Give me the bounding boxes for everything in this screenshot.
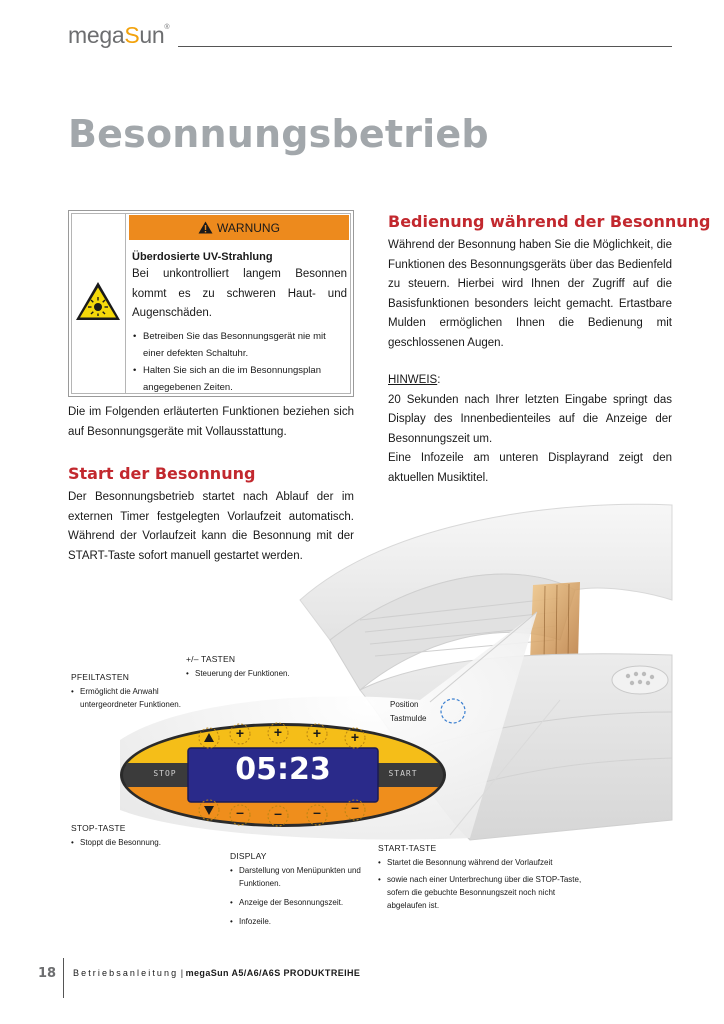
footer-text	[73, 968, 360, 978]
callout-position	[390, 698, 450, 726]
footer-separator: |	[180, 968, 184, 978]
plus-button[interactable]: +	[273, 724, 283, 740]
callout-plus-minus-keys	[186, 654, 346, 682]
plus-button[interactable]: +	[235, 725, 245, 741]
callout-item: • Anzeige der Besonnungszeit.	[230, 896, 370, 909]
footer-product: megaSun A5/A6/A6S PRODUKTREIHE	[185, 968, 361, 978]
operation-paragraph: Während der Besonnung haben Sie die Möglichkeit, die Funktionen des Besonnungsgeräts über das Bedienfeld zu steuern. Hierbei wird Ihnen der Zugriff auf die Basisfunktionen besonders leicht gemacht. Ertastbare Mulden ermöglichen Ihnen die Bedienung mit geschlossenen Augen.	[388, 239, 672, 349]
callout-item: • Ermöglicht die Anwahl untergeordneter Funktionen.	[71, 685, 181, 711]
logo-suffix: un	[139, 22, 165, 48]
note-colon: :	[437, 374, 441, 386]
callout-item: • Startet die Besonnung während der Vorlaufzeit	[378, 856, 583, 869]
start-paragraph: Der Besonnungsbetrieb startet nach Ablauf der im externen Timer festgelegten Vorlaufzeit automatisch. Während der Vorlaufzeit kann die Besonnung mit der START-Taste sofort manuell gestartet werden.	[68, 491, 354, 562]
note-block	[388, 371, 672, 489]
callout-position-line2: Tastmulde	[390, 714, 427, 723]
plus-button[interactable]: +	[312, 725, 322, 741]
footer-doc-type: Betriebsanleitung	[73, 968, 179, 978]
callout-title: DISPLAY	[230, 851, 267, 861]
display-time: 05:23	[235, 752, 331, 787]
warning-list	[132, 328, 347, 396]
warning-box-divider	[125, 213, 126, 394]
callout-display	[230, 851, 370, 934]
page-number: 18	[38, 966, 57, 981]
callout-arrow-keys	[71, 672, 181, 713]
logo-highlight: S	[124, 22, 140, 48]
minus-button[interactable]: –	[236, 804, 244, 820]
note-text-1: 20 Sekunden nach Ihrer letzten Eingabe springt das Display des Innenbedienteiles auf die Anzeige der Besonnungszeit um.	[388, 393, 672, 445]
callout-stop-key	[71, 823, 201, 851]
callout-item: • sowie nach einer Unterbrechung über die STOP-Taste, sofern die gebuchte Besonnungszeit noch nicht abgelaufen ist.	[378, 873, 583, 912]
header-rule	[178, 46, 672, 47]
uv-radiation-hazard-icon	[74, 280, 122, 327]
minus-button[interactable]: –	[351, 799, 359, 815]
operation-heading: Bedienung während der Besonnung	[388, 212, 711, 231]
warning-title: Überdosierte UV-Strahlung	[132, 251, 273, 263]
logo-prefix: mega	[68, 22, 125, 48]
page-title: Besonnungsbetrieb	[68, 112, 489, 156]
start-heading: Start der Besonnung	[68, 464, 256, 483]
warning-list-item: • Halten Sie sich an die im Besonnungsplan angegebenen Zeiten.	[132, 362, 347, 396]
intro-paragraph: Die im Folgenden erläuterten Funktionen beziehen sich auf Besonnungsgeräte mit Vollausstattung.	[68, 406, 354, 438]
megasun-logo	[68, 22, 169, 49]
warning-header	[129, 215, 349, 240]
callout-title: STOP-TASTE	[71, 823, 126, 833]
warning-list-item: • Betreiben Sie das Besonnungsgerät nie mit einer defekten Schaltuhr.	[132, 328, 347, 362]
logo-registered-mark: ®	[164, 24, 170, 31]
callout-position-line1: Position	[390, 700, 419, 709]
callout-title: +/– TASTEN	[186, 654, 236, 664]
minus-button[interactable]: –	[313, 804, 321, 820]
callout-item: • Stoppt die Besonnung.	[71, 836, 201, 849]
callout-item: • Darstellung von Menüpunkten und Funktionen.	[230, 864, 370, 890]
warning-triangle-icon	[198, 221, 213, 234]
plus-button[interactable]: +	[350, 729, 360, 745]
callout-start-key	[378, 843, 583, 916]
note-text-2: Eine Infozeile am unteren Displayrand zeigt den aktuellen Musiktitel.	[388, 452, 672, 484]
callout-item: • Steuerung der Funktionen.	[186, 667, 346, 680]
warning-label: WARNUNG	[217, 220, 280, 235]
warning-body	[132, 251, 347, 396]
minus-button[interactable]: –	[274, 805, 282, 821]
callout-item: • Infozeile.	[230, 915, 370, 928]
note-label: HINWEIS	[388, 374, 438, 386]
footer-rule	[63, 958, 64, 998]
callout-title: START-TASTE	[378, 843, 437, 853]
warning-text: Bei unkontrolliert langem Besonnen kommt es zu schweren Haut- und Augenschäden.	[132, 268, 347, 319]
callout-title: PFEILTASTEN	[71, 672, 130, 682]
stop-button[interactable]: STOP	[153, 769, 177, 778]
start-button[interactable]: START	[388, 769, 418, 778]
